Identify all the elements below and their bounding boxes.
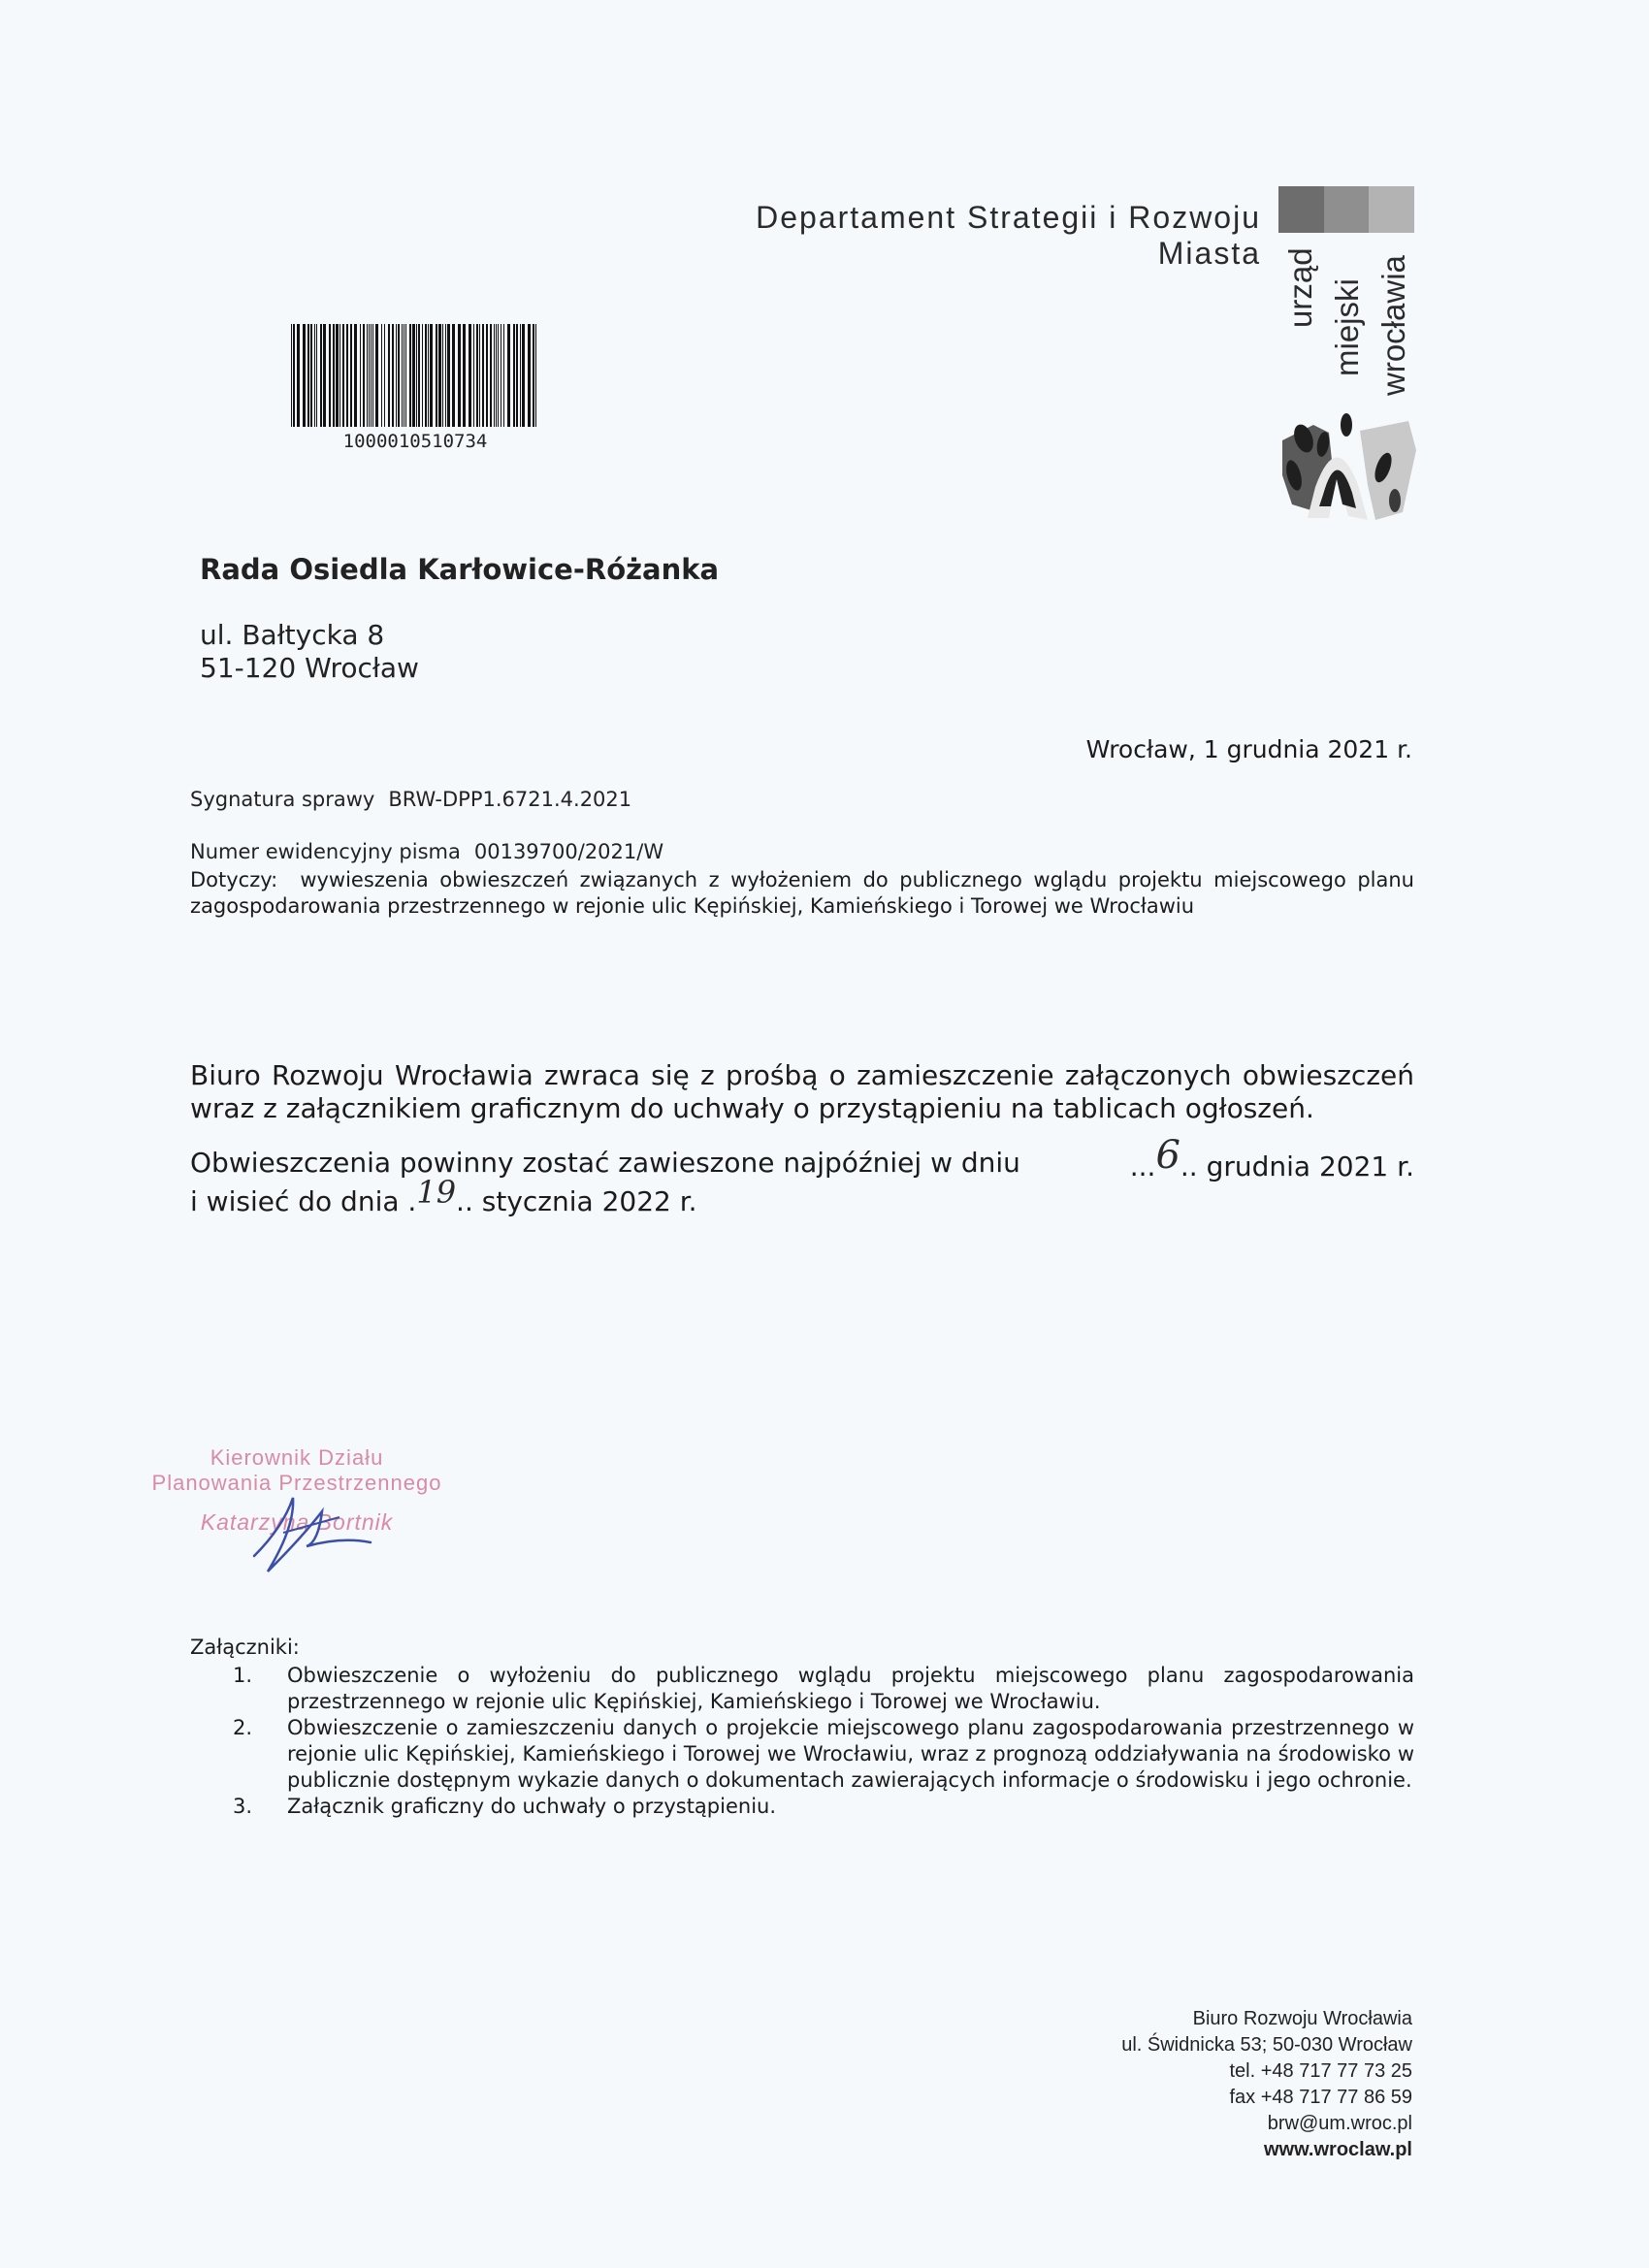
- barcode-bar: [392, 324, 394, 427]
- colorbar-segment: [1369, 186, 1414, 233]
- barcode-bar: [416, 324, 417, 427]
- record-number: [190, 840, 663, 863]
- attachment-item: [233, 1794, 1414, 1820]
- barcode-bar: [516, 324, 518, 427]
- colorbar-segment: [1278, 186, 1324, 233]
- recipient-name: Rada Osiedla Karłowice-Różanka: [200, 553, 720, 586]
- para2-text-c: i wisieć do dnia: [190, 1185, 408, 1217]
- barcode-bar: [486, 324, 488, 427]
- department-name: Departament Strategii i Rozwoju Miasta: [756, 200, 1261, 271]
- footer-tel: tel. +48 717 77 73 25: [1229, 2060, 1412, 2082]
- barcode-bar: [528, 324, 531, 427]
- barcode-bar: [363, 324, 365, 427]
- barcode-bar: [496, 324, 497, 427]
- barcode-bar: [412, 324, 415, 427]
- barcode-bar: [367, 324, 368, 427]
- barcode-bar: [398, 324, 400, 427]
- barcode-bar: [303, 324, 306, 427]
- para2-text-b: grudnia 2021 r.: [1197, 1150, 1414, 1183]
- barcode-bar: [323, 324, 326, 427]
- body-paragraph-1: Biuro Rozwoju Wrocławia zwraca się z prośbą o zamieszczenie załączonych obwieszczeń wraz z załącznikiem graficznym do uchwały o przystąpieniu na tablicach ogłoszeń.: [190, 1059, 1414, 1124]
- barcode-bar: [513, 324, 515, 427]
- attachments-heading: Załączniki:: [190, 1636, 300, 1659]
- org-line-3: wrocławia: [1375, 255, 1411, 396]
- footer-website[interactable]: www.wroclaw.pl: [1264, 2139, 1412, 2160]
- barcode-bar: [409, 324, 411, 427]
- barcode-bar: [333, 324, 335, 427]
- body-paragraph-2: [190, 1133, 1414, 1218]
- barcode-bar: [350, 324, 352, 427]
- barcode-bar: [503, 324, 504, 427]
- attachment-number: 2.: [233, 1716, 253, 1739]
- barcode-bar: [372, 324, 373, 427]
- barcode-bar: [384, 324, 385, 427]
- barcode-bar: [329, 324, 331, 427]
- barcode-bar: [442, 324, 443, 427]
- barcode-bar: [436, 324, 437, 427]
- barcode-bar: [418, 324, 420, 427]
- barcode-bar: [354, 324, 357, 427]
- colorbar-segment: [1324, 186, 1370, 233]
- attachments-list: [233, 1663, 1414, 1820]
- barcode-bar: [473, 324, 474, 427]
- barcode-bar: [507, 324, 510, 427]
- barcode-bar: [476, 324, 478, 427]
- subject-text: wywieszenia obwieszczeń związanych z wyłożeniem do publicznego wglądu projektu miejscowego planu zagospodarowania przestrzennego w rejonie ulic Kępińskiej, Kamieńskiego i Torowej we Wrocławiu: [190, 868, 1414, 918]
- para2-dots-1: ...: [1129, 1150, 1156, 1183]
- barcode-bar: [369, 324, 370, 427]
- barcode-bar: [346, 324, 348, 427]
- barcode-bar: [425, 324, 427, 427]
- barcode-bar: [479, 324, 480, 427]
- stamp-title: Kierownik Działu: [210, 1445, 384, 1470]
- barcode-bar: [428, 324, 429, 427]
- para2-text-d: stycznia 2022 r.: [472, 1185, 697, 1217]
- barcode-bar: [291, 324, 292, 427]
- footer-email[interactable]: brw@um.wroc.pl: [1267, 2113, 1412, 2134]
- barcode-bar: [438, 324, 441, 427]
- barcode-bar: [360, 324, 361, 427]
- para2-dots-4: ..: [456, 1185, 473, 1217]
- barcode-number: 1000010510734: [342, 431, 488, 452]
- barcode-bar: [482, 324, 484, 427]
- barcode-bar: [297, 324, 300, 427]
- barcode-bar: [498, 324, 499, 427]
- barcode-bar: [522, 324, 525, 427]
- stamp-person: Katarzyna Bortnik: [200, 1509, 394, 1535]
- barcode-bar: [490, 324, 492, 427]
- barcode-bar: [445, 324, 446, 427]
- attachment-text: Załącznik graficzny do uchwały o przystąpieniu.: [287, 1795, 777, 1818]
- barcode-bar: [371, 324, 372, 427]
- footer-fax: fax +48 717 77 86 59: [1229, 2087, 1412, 2108]
- barcode: [289, 324, 541, 427]
- record-number-value: 00139700/2021/W: [473, 840, 664, 863]
- record-number-label: Numer ewidencyjny pisma: [190, 840, 461, 863]
- letter-date: Wrocław, 1 grudnia 2021 r.: [1085, 735, 1412, 763]
- barcode-bar: [402, 324, 403, 427]
- case-signature-value: BRW-DPP1.6721.4.2021: [388, 788, 632, 811]
- attachment-number: 3.: [233, 1795, 253, 1818]
- org-name-vertical: [1271, 241, 1426, 396]
- subject-label: Dotyczy:: [190, 868, 278, 891]
- barcode-bar: [314, 324, 315, 427]
- recipient-city: 51-120 Wrocław: [200, 652, 419, 684]
- footer-org: Biuro Rozwoju Wrocławia: [1192, 2008, 1412, 2029]
- case-signature-label: Sygnatura sprawy: [190, 788, 375, 811]
- barcode-bar: [320, 324, 322, 427]
- barcode-bar: [375, 324, 378, 427]
- barcode-bar: [316, 324, 317, 427]
- handwritten-day-1: 6: [1155, 1133, 1180, 1178]
- barcode-bar: [452, 324, 455, 427]
- para2-text-a: Obwieszczenia powinny zostać zawieszone najpóźniej w dniu: [190, 1147, 1020, 1179]
- barcode-bar: [430, 324, 433, 427]
- attachment-item: [233, 1715, 1414, 1794]
- footer-address: ul. Świdnicka 53; 50-030 Wrocław: [1121, 2034, 1412, 2056]
- barcode-bar: [535, 324, 536, 427]
- barcode-bar: [336, 324, 339, 427]
- barcode-bar: [447, 324, 450, 427]
- attachment-number: 1.: [233, 1664, 253, 1687]
- attachment-text: Obwieszczenie o wyłożeniu do publicznego wglądu projektu miejscowego planu zagospodarowania przestrzennego w rejonie ulic Kępińskiej, Kamieńskiego i Torowej we Wrocławiu.: [287, 1664, 1414, 1713]
- stamp-department: Planowania Przestrzennego: [151, 1471, 442, 1495]
- barcode-bar: [293, 324, 295, 427]
- barcode-bar: [469, 324, 471, 427]
- recipient-street: ul. Bałtycka 8: [200, 619, 385, 651]
- barcode-bar: [396, 324, 397, 427]
- barcode-bar: [520, 324, 521, 427]
- footer-contact: [1028, 2006, 1412, 2163]
- barcode-bar: [494, 324, 495, 427]
- barcode-bar: [463, 324, 466, 427]
- org-line-1: urząd: [1282, 247, 1318, 328]
- barcode-bar: [405, 324, 406, 427]
- barcode-bar: [342, 324, 344, 427]
- para2-dots-2: ..: [1180, 1150, 1198, 1183]
- attachment-text: Obwieszczenie o zamieszczeniu danych o projekcie miejscowego planu zagospodarowania przestrzennego w rejonie ulic Kępińskiej, Kamieńskiego i Torowej we Wrocławiu, wraz z prognozą oddziaływania na środowisko w publicznie dostępnym wykazie danych o dokumentach zawierających informacje o środowisku i jego ochronie.: [287, 1716, 1414, 1792]
- wroclaw-logo-icon: [1275, 411, 1416, 528]
- brand-colorbar: [1278, 186, 1414, 233]
- barcode-bar: [533, 324, 534, 427]
- org-line-2: miejski: [1329, 278, 1365, 376]
- attachment-item: [233, 1663, 1414, 1715]
- barcode-bar: [422, 324, 423, 427]
- case-signature: [190, 788, 631, 811]
- para2-dots-3: .: [407, 1185, 417, 1217]
- barcode-bar: [310, 324, 312, 427]
- handwritten-day-2: 19: [416, 1174, 457, 1211]
- subject: [190, 867, 1414, 920]
- barcode-bar: [381, 324, 382, 427]
- handwritten-signature: [225, 1478, 380, 1575]
- barcode-bar: [307, 324, 309, 427]
- barcode-bar: [458, 324, 461, 427]
- barcode-bar: [388, 324, 390, 427]
